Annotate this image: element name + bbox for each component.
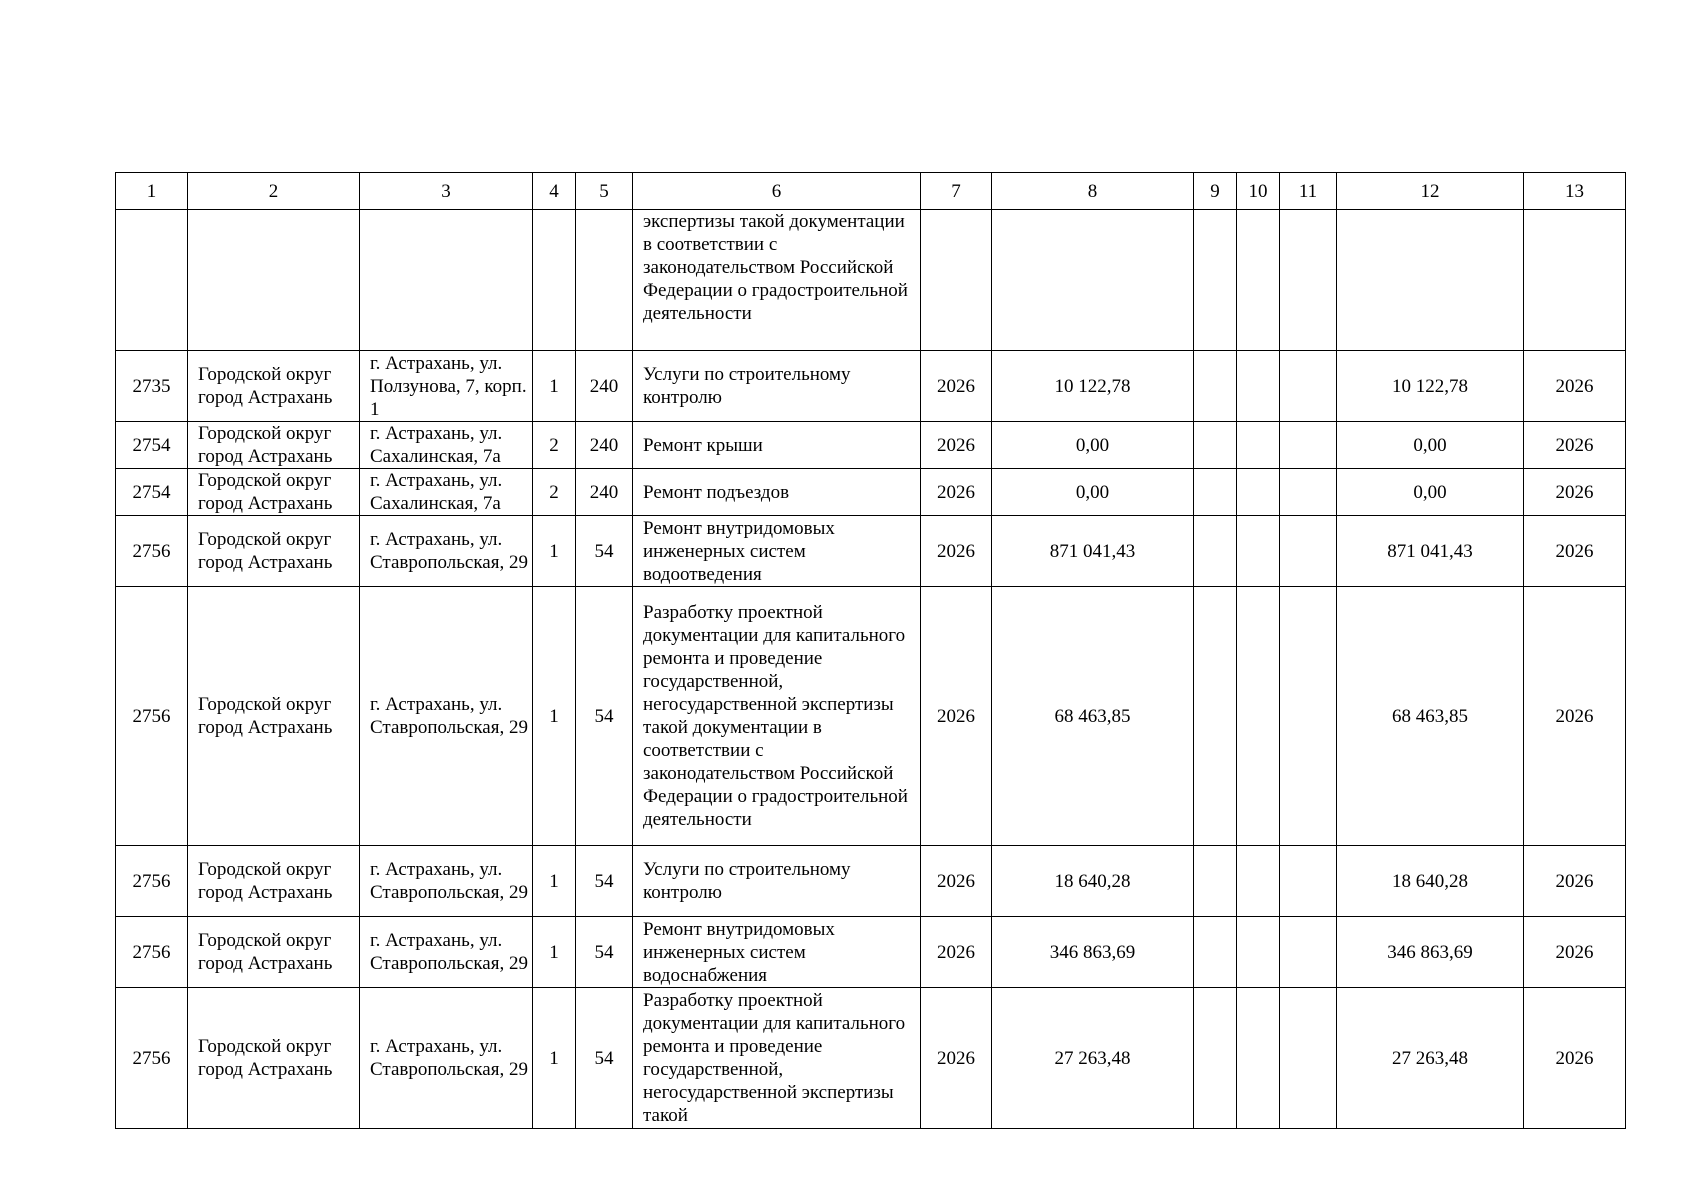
table-cell-col-12: 10 122,78 [1337, 351, 1524, 422]
table-cell-col-6: Ремонт подъездов [633, 469, 921, 516]
capital-repair-table [115, 172, 1626, 1129]
table-cell-col-7: 2026 [921, 351, 992, 422]
table-cell-col-1: 2754 [116, 469, 188, 516]
table-cell-col-12: 18 640,28 [1337, 846, 1524, 917]
table-cell-col-6: Услуги по строительному контролю [633, 846, 921, 917]
table-cell-col-10 [1237, 210, 1280, 351]
header-cell-11: 11 [1280, 173, 1337, 210]
table-cell-col-6: экспертизы такой документации в соответствии с законодательством Российской Федерации о градостроительной деятельности [633, 210, 921, 351]
table-row [116, 516, 1626, 587]
table-cell-col-12: 0,00 [1337, 422, 1524, 469]
table-cell-col-9 [1194, 846, 1237, 917]
table-cell-col-11 [1280, 351, 1337, 422]
table-cell-col-4: 2 [533, 422, 576, 469]
table-cell-col-4: 1 [533, 846, 576, 917]
table-cell-col-9 [1194, 587, 1237, 846]
table-row [116, 917, 1626, 988]
header-cell-9: 9 [1194, 173, 1237, 210]
table-cell-col-2: Городской округ город Астрахань [188, 422, 360, 469]
table-cell-col-13: 2026 [1524, 988, 1626, 1129]
table-cell-col-12: 871 041,43 [1337, 516, 1524, 587]
table-cell-col-5: 54 [576, 917, 633, 988]
table-cell-col-4: 1 [533, 587, 576, 846]
table-header [116, 173, 1626, 210]
table-cell-col-11 [1280, 422, 1337, 469]
table-cell-col-13: 2026 [1524, 516, 1626, 587]
table-cell-col-5: 54 [576, 846, 633, 917]
header-cell-12: 12 [1337, 173, 1524, 210]
table-cell-col-7: 2026 [921, 988, 992, 1129]
table-cell-col-11 [1280, 210, 1337, 351]
table-cell-col-6: Ремонт крыши [633, 422, 921, 469]
table-cell-col-2: Городской округ город Астрахань [188, 516, 360, 587]
table-cell-col-4 [533, 210, 576, 351]
header-cell-1: 1 [116, 173, 188, 210]
table-cell-col-7 [921, 210, 992, 351]
table-row [116, 422, 1626, 469]
table-cell-col-9 [1194, 422, 1237, 469]
table-cell-col-12: 27 263,48 [1337, 988, 1524, 1129]
table-cell-col-8: 18 640,28 [992, 846, 1194, 917]
table-cell-col-3: г. Астрахань, ул. Ставропольская, 29 [360, 516, 533, 587]
table-cell-col-7: 2026 [921, 469, 992, 516]
table-cell-col-11 [1280, 469, 1337, 516]
table-cell-col-11 [1280, 587, 1337, 846]
table-cell-col-10 [1237, 587, 1280, 846]
table-cell-col-8: 0,00 [992, 469, 1194, 516]
header-cell-8: 8 [992, 173, 1194, 210]
table-cell-col-3: г. Астрахань, ул. Ползунова, 7, корп. 1 [360, 351, 533, 422]
header-cell-6: 6 [633, 173, 921, 210]
table-cell-col-12: 346 863,69 [1337, 917, 1524, 988]
table-cell-col-5: 240 [576, 422, 633, 469]
table-cell-col-8: 27 263,48 [992, 988, 1194, 1129]
table-cell-col-11 [1280, 846, 1337, 917]
table-cell-col-6: Услуги по строительному контролю [633, 351, 921, 422]
table-cell-col-8: 10 122,78 [992, 351, 1194, 422]
table-cell-col-2: Городской округ город Астрахань [188, 351, 360, 422]
table-cell-col-12 [1337, 210, 1524, 351]
table-row [116, 846, 1626, 917]
table-cell-col-10 [1237, 516, 1280, 587]
table-cell-col-6: Ремонт внутридомовых инженерных систем водоотведения [633, 516, 921, 587]
table-row [116, 988, 1626, 1129]
table-cell-col-3: г. Астрахань, ул. Сахалинская, 7а [360, 469, 533, 516]
table-cell-col-12: 68 463,85 [1337, 587, 1524, 846]
table-cell-col-13: 2026 [1524, 846, 1626, 917]
table-cell-col-5: 54 [576, 516, 633, 587]
table-cell-col-1: 2756 [116, 917, 188, 988]
table-cell-col-1 [116, 210, 188, 351]
table-cell-col-11 [1280, 516, 1337, 587]
table-cell-col-6: Разработку проектной документации для капитального ремонта и проведение государственной, негосударственной экспертизы такой [633, 988, 921, 1129]
header-cell-7: 7 [921, 173, 992, 210]
table-cell-col-8: 346 863,69 [992, 917, 1194, 988]
table-cell-col-3: г. Астрахань, ул. Ставропольская, 29 [360, 988, 533, 1129]
table-cell-col-5: 54 [576, 587, 633, 846]
table-cell-col-5 [576, 210, 633, 351]
table-cell-col-2: Городской округ город Астрахань [188, 587, 360, 846]
table-cell-col-11 [1280, 917, 1337, 988]
header-row [116, 173, 1626, 210]
table-cell-col-5: 240 [576, 469, 633, 516]
table-cell-col-4: 2 [533, 469, 576, 516]
table-cell-col-9 [1194, 210, 1237, 351]
table-cell-col-3 [360, 210, 533, 351]
table-cell-col-9 [1194, 917, 1237, 988]
table-cell-col-3: г. Астрахань, ул. Сахалинская, 7а [360, 422, 533, 469]
table-cell-col-12: 0,00 [1337, 469, 1524, 516]
table-cell-col-13: 2026 [1524, 917, 1626, 988]
table-cell-col-7: 2026 [921, 516, 992, 587]
table-cell-col-10 [1237, 469, 1280, 516]
table-row [116, 587, 1626, 846]
table-cell-col-6: Разработку проектной документации для капитального ремонта и проведение государственной, негосударственной экспертизы такой документации в соответствии с законодательством Российской Федерации о градостроительной деятельности [633, 587, 921, 846]
table-cell-col-7: 2026 [921, 422, 992, 469]
table-cell-col-11 [1280, 988, 1337, 1129]
table-cell-col-1: 2756 [116, 516, 188, 587]
table-cell-col-10 [1237, 351, 1280, 422]
table-cell-col-7: 2026 [921, 587, 992, 846]
table-cell-col-2: Городской округ город Астрахань [188, 988, 360, 1129]
table-cell-col-13: 2026 [1524, 422, 1626, 469]
table-row [116, 469, 1626, 516]
table-cell-col-9 [1194, 351, 1237, 422]
table-row [116, 210, 1626, 351]
table-cell-col-1: 2754 [116, 422, 188, 469]
table-cell-col-7: 2026 [921, 917, 992, 988]
table-cell-col-8: 0,00 [992, 422, 1194, 469]
table-cell-col-13 [1524, 210, 1626, 351]
table-cell-col-9 [1194, 469, 1237, 516]
table-cell-col-10 [1237, 846, 1280, 917]
table-cell-col-2: Городской округ город Астрахань [188, 846, 360, 917]
table-cell-col-2: Городской округ город Астрахань [188, 917, 360, 988]
table-cell-col-10 [1237, 917, 1280, 988]
table-cell-col-2 [188, 210, 360, 351]
table-cell-col-4: 1 [533, 917, 576, 988]
table-cell-col-1: 2756 [116, 846, 188, 917]
header-cell-3: 3 [360, 173, 533, 210]
table-cell-col-3: г. Астрахань, ул. Ставропольская, 29 [360, 587, 533, 846]
table-cell-col-3: г. Астрахань, ул. Ставропольская, 29 [360, 917, 533, 988]
table-cell-col-4: 1 [533, 516, 576, 587]
table-cell-col-10 [1237, 422, 1280, 469]
header-cell-13: 13 [1524, 173, 1626, 210]
table-body [116, 210, 1626, 1129]
table-cell-col-9 [1194, 988, 1237, 1129]
table-cell-col-5: 240 [576, 351, 633, 422]
table-cell-col-13: 2026 [1524, 469, 1626, 516]
table-cell-col-1: 2756 [116, 587, 188, 846]
header-cell-2: 2 [188, 173, 360, 210]
table-cell-col-4: 1 [533, 988, 576, 1129]
table-cell-col-7: 2026 [921, 846, 992, 917]
table-cell-col-8: 68 463,85 [992, 587, 1194, 846]
table-cell-col-10 [1237, 988, 1280, 1129]
table-cell-col-5: 54 [576, 988, 633, 1129]
table-cell-col-4: 1 [533, 351, 576, 422]
table-cell-col-8 [992, 210, 1194, 351]
table-cell-col-6: Ремонт внутридомовых инженерных систем водоснабжения [633, 917, 921, 988]
table-cell-col-2: Городской округ город Астрахань [188, 469, 360, 516]
table-cell-col-13: 2026 [1524, 351, 1626, 422]
table-cell-col-1: 2756 [116, 988, 188, 1129]
table-cell-col-1: 2735 [116, 351, 188, 422]
header-cell-4: 4 [533, 173, 576, 210]
table-cell-col-9 [1194, 516, 1237, 587]
header-cell-10: 10 [1237, 173, 1280, 210]
table-cell-col-8: 871 041,43 [992, 516, 1194, 587]
header-cell-5: 5 [576, 173, 633, 210]
table-row [116, 351, 1626, 422]
table-cell-col-13: 2026 [1524, 587, 1626, 846]
table-cell-col-3: г. Астрахань, ул. Ставропольская, 29 [360, 846, 533, 917]
